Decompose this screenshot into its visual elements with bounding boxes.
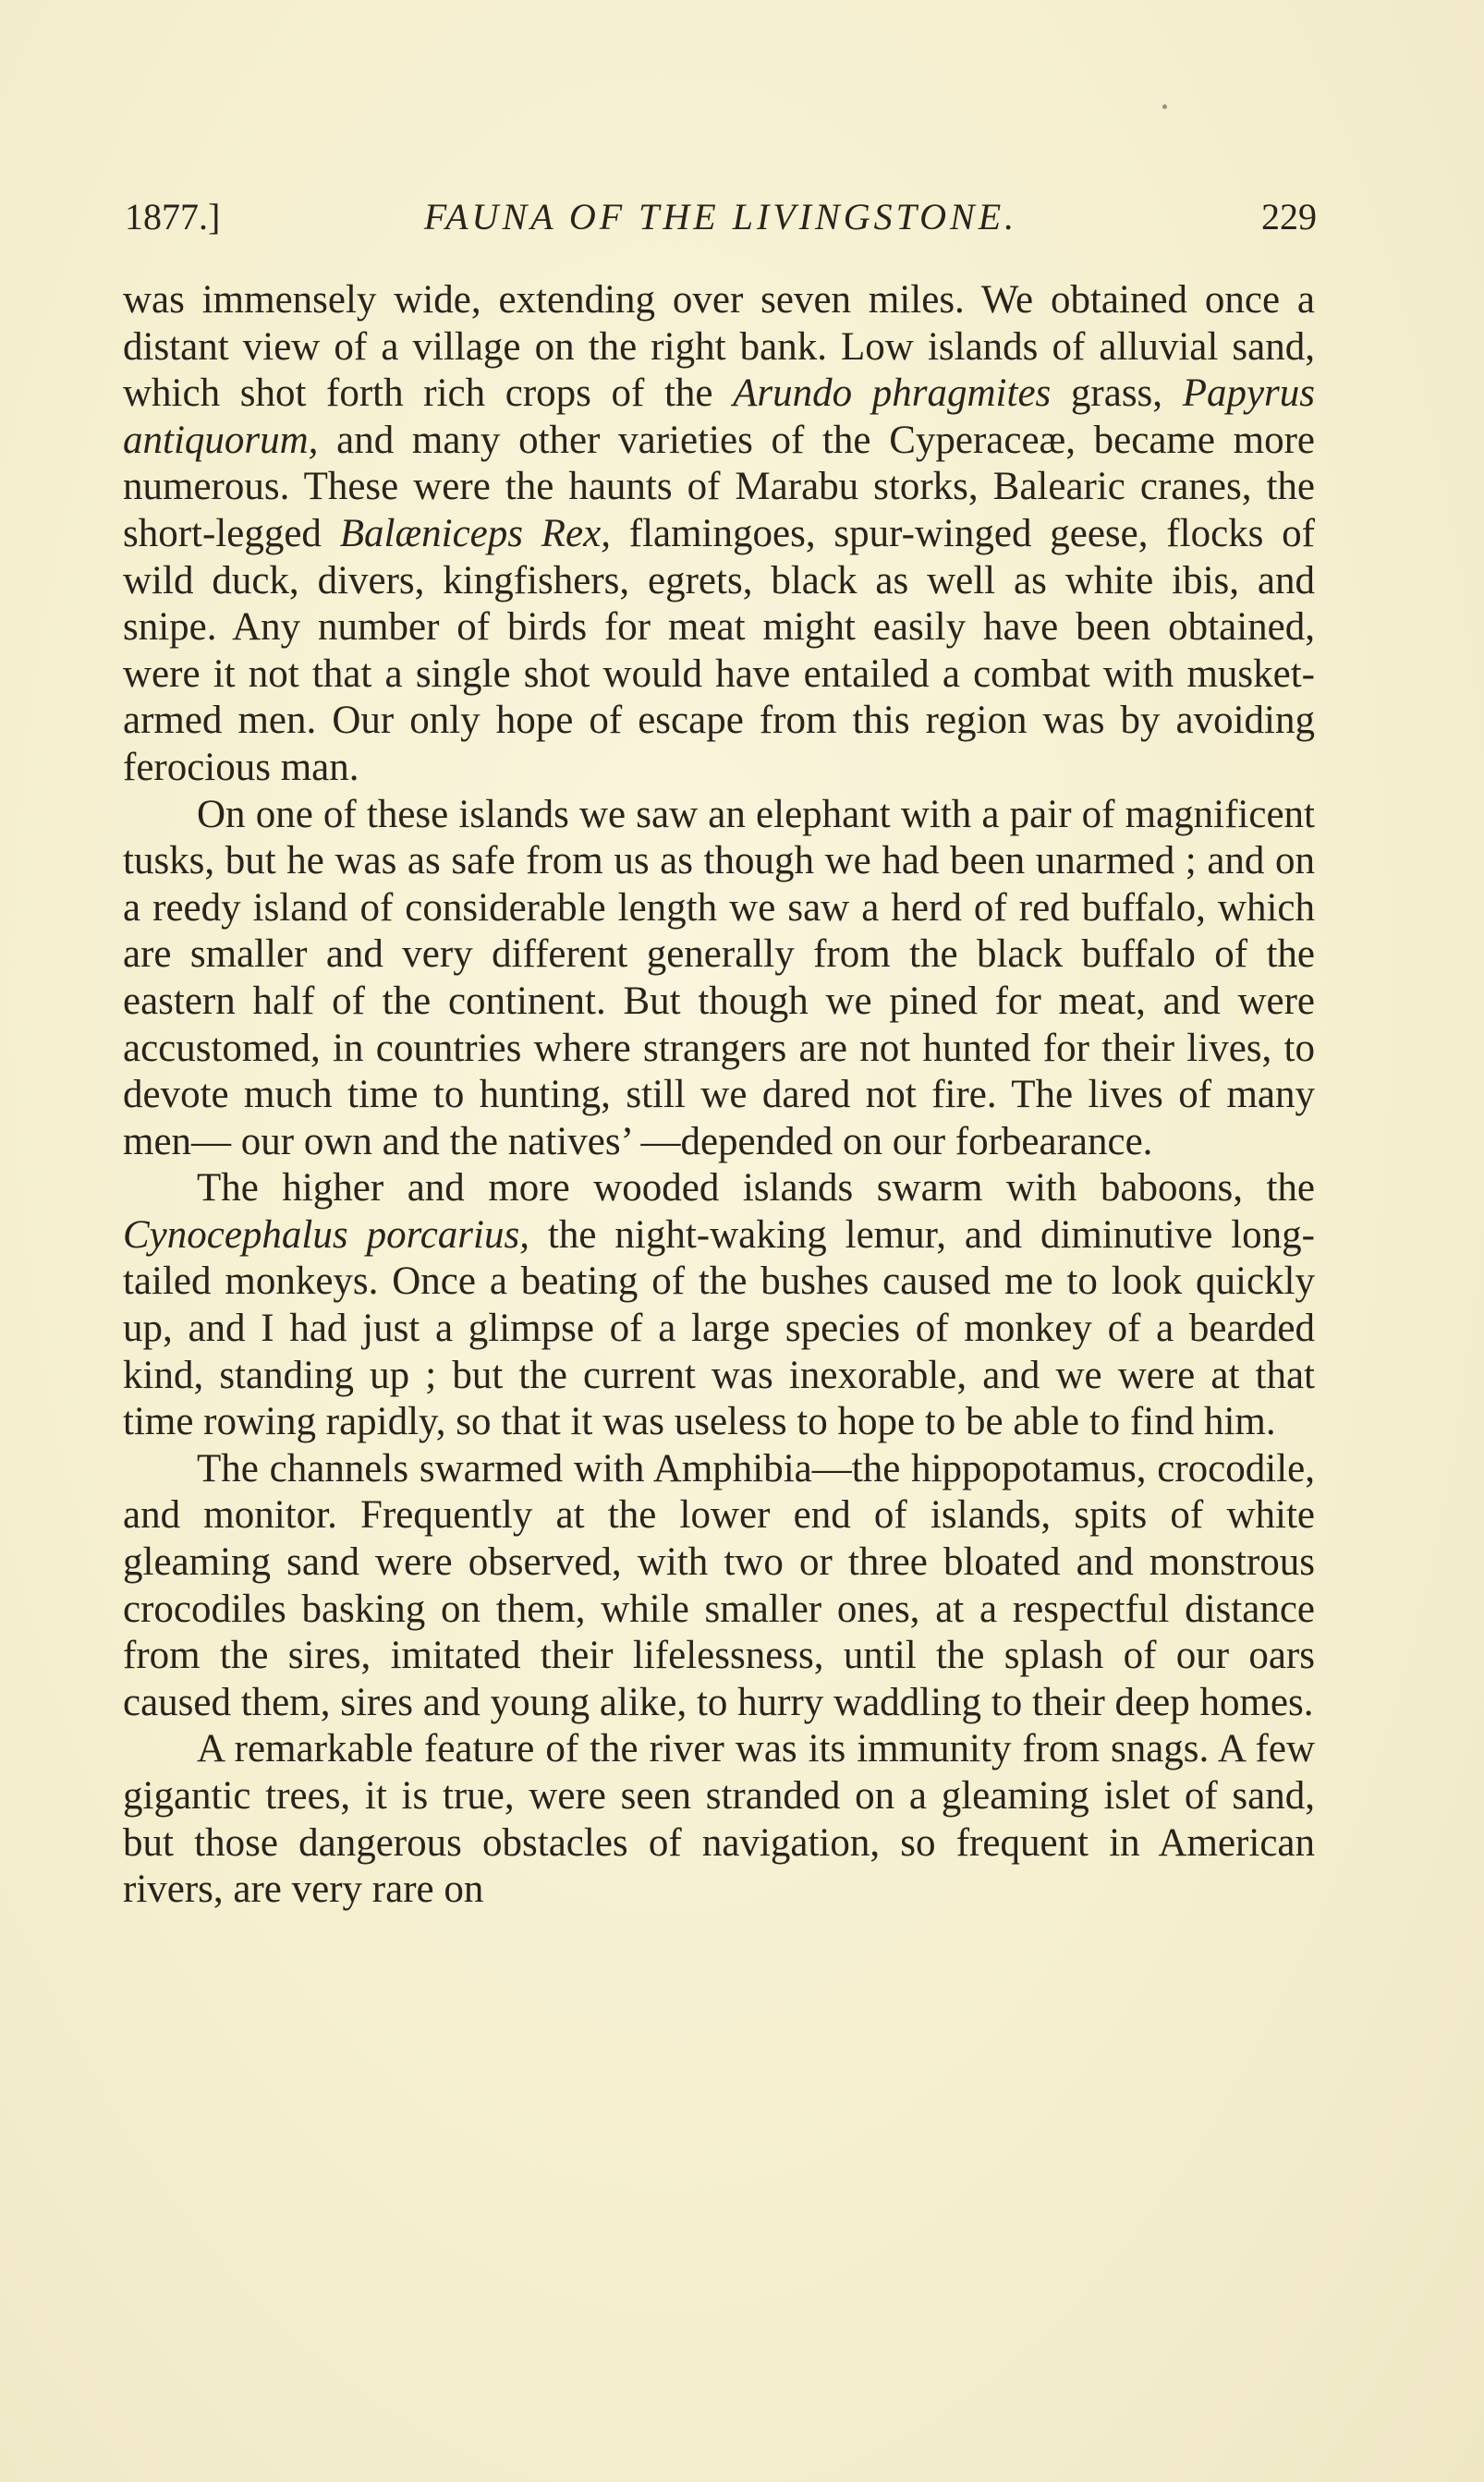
paragraph <box>123 1446 1315 1727</box>
paragraph <box>123 1165 1315 1446</box>
running-header <box>125 189 1317 245</box>
paragraph-text: was immensely wide, extending over seven miles. We obtained once a distant view of a village on the right bank. Low islands of alluvial sand, which shot forth rich crops of the <box>123 278 1315 416</box>
paragraph-text: and many other varieties of the Cyperaceæ, became more numerous. These were the haunts of Marabu storks, Balearic cranes, the short-legged <box>123 418 1315 555</box>
italic-text: Arundo phragmites <box>733 371 1052 416</box>
page-speck <box>1162 104 1167 109</box>
italic-text: Cynocephalus porcarius, <box>123 1212 529 1257</box>
header-year: 1877.] <box>125 196 221 237</box>
paragraph-text: the night-waking lemur, and diminutive long-tailed monkeys. Once a beating of the bushes caused me to look quickly up, and I had just a glimpse of a large species of monkey of a bearded kind, standing up ; but the current was inexorable, and we were at that time rowing rapidly, so that it was useless to hope to be able to find him. <box>123 1212 1316 1444</box>
paragraph <box>123 792 1315 1166</box>
paragraph-text: A remarkable feature of the river was its immunity from snags. A few gigantic trees, it is true, were seen stranded on a gleaming islet of sand, but those dangerous obstacles of navigation, so frequent in American rivers, are very rare on <box>123 1727 1315 1912</box>
paragraph-text: grass, <box>1051 371 1183 416</box>
paragraph-text: The channels swarmed with Amphibia—the hippopotamus, crocodile, and monitor. Frequently at the lower end of islands, spits of white gleaming sand were observed, with two or three bloated and monstrous crocodiles basking on them, while smaller ones, at a respectful distance from the sires, imitated their lifelessness, until the splash of our oars caused them, sires and young alike, to hurry waddling to their deep homes. <box>123 1446 1315 1724</box>
italic-text: Papyrus antiquorum, <box>123 371 1316 462</box>
paragraph <box>123 1726 1315 1913</box>
paragraph-text: flamingoes, spur-winged geese, flocks of wild duck, divers, kingfishers, egrets, black as well as white ibis, and snipe. Any number of birds for meat might easily have been obtained, were it not that a single shot would have entailed a combat with musket-armed men. Our only hope of escape from this region was by avoiding ferocious man. <box>123 511 1315 789</box>
page-number: 229 <box>1261 196 1317 237</box>
paragraph-text: The higher and more wooded islands swarm with baboons, the <box>197 1166 1315 1211</box>
italic-text: Balæniceps Rex, <box>339 511 611 555</box>
body-text <box>123 277 1315 1914</box>
paragraph-text: On one of these islands we saw an elephant with a pair of magnificent tusks, but he was as safe from us as though we had been unarmed ; and on a reedy island of considerable length we saw a herd of red buffalo, which are smaller and very different generally from the black buffalo of the eastern half of the continent. But though we pined for meat, and were accustomed, in countries where strangers are not hunted for their lives, to devote much time to hunting, still we dared not fire. The lives of many men— our own and the natives’ —depended on our forbearance. <box>123 792 1315 1163</box>
header-title: FAUNA OF THE LIVINGSTONE. <box>423 196 1018 237</box>
paragraph <box>123 277 1315 792</box>
